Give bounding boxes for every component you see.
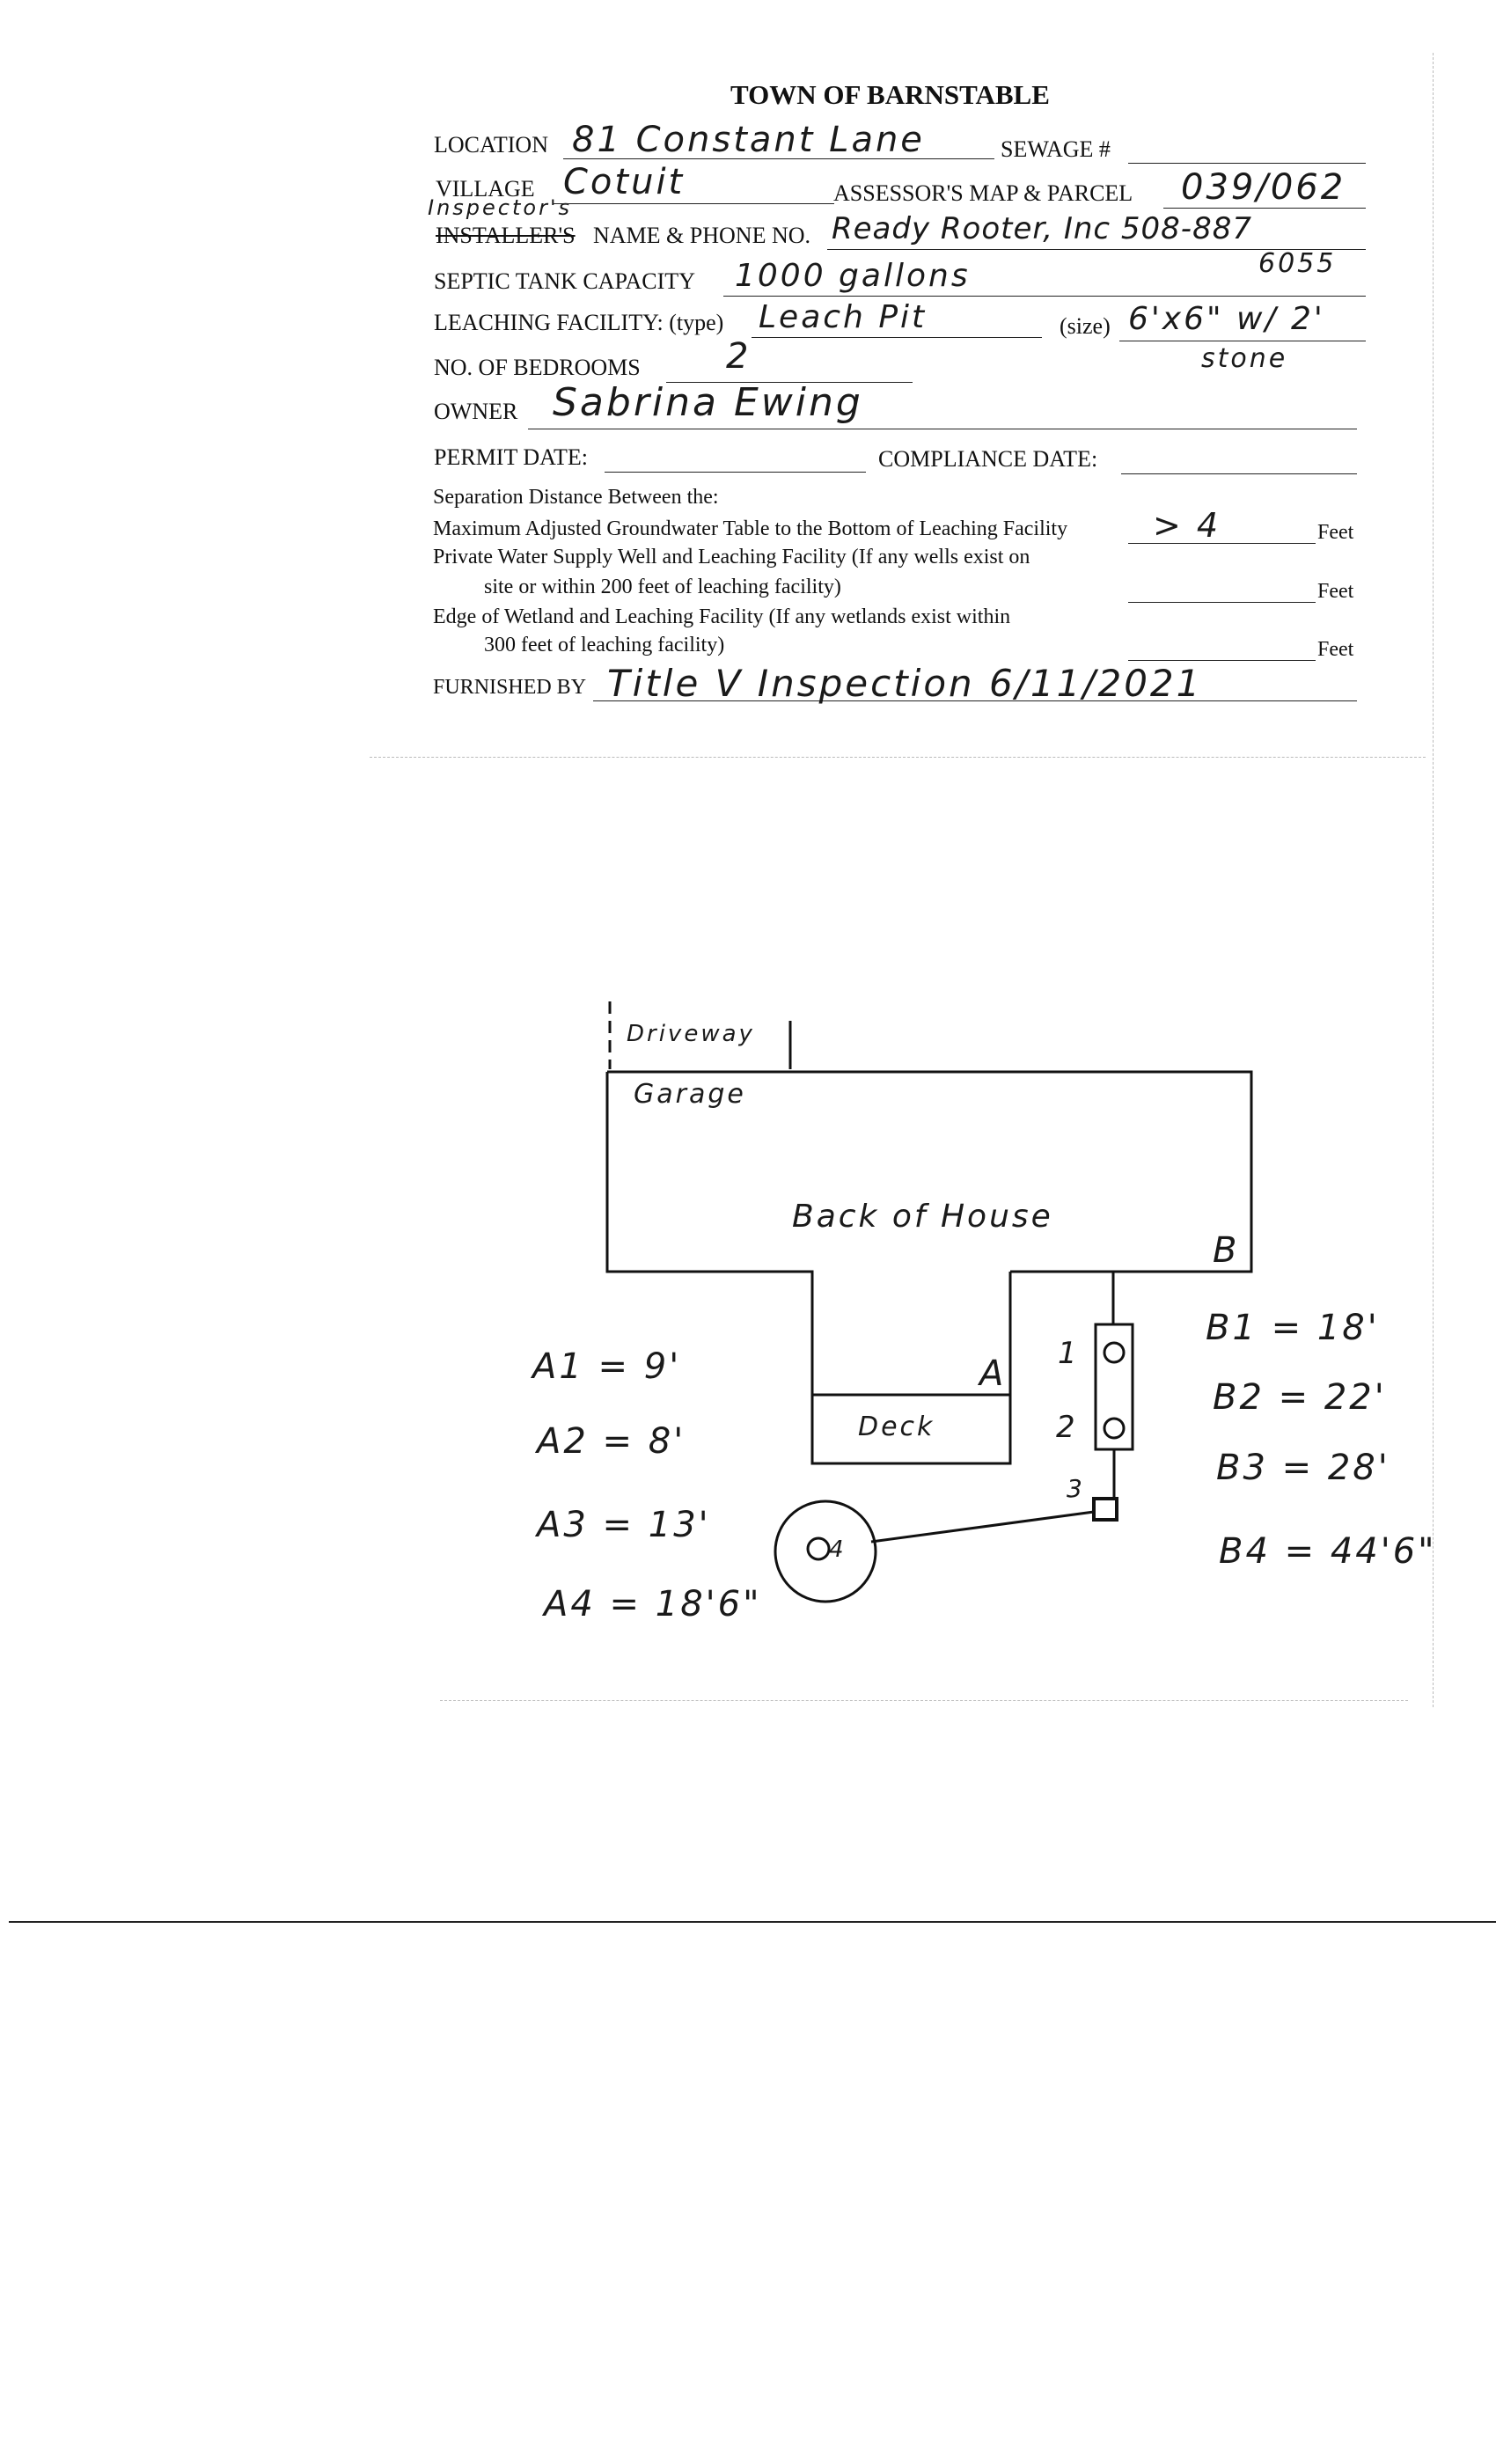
- sewage-label: SEWAGE #: [1001, 136, 1111, 162]
- size-value: 6'x6" w/ 2': [1128, 301, 1325, 337]
- septic-label: SEPTIC TANK CAPACITY: [434, 268, 695, 294]
- tank-cover-1: [1104, 1343, 1124, 1362]
- village-label: VILLAGE: [436, 176, 535, 202]
- form-title: TOWN OF BARNSTABLE: [730, 79, 1050, 110]
- size-value-2: stone: [1201, 343, 1288, 374]
- sep-row3a: Edge of Wetland and Leaching Facility (If any wetlands exist within: [433, 605, 1011, 628]
- bedrooms-label: NO. OF BEDROOMS: [434, 355, 641, 380]
- page-divider: [9, 1921, 1496, 1923]
- bedrooms-value: 2: [726, 336, 752, 377]
- sep-row1: Maximum Adjusted Groundwater Table to the Bottom of Leaching Facility: [433, 517, 1068, 540]
- point-b-label: B: [1213, 1230, 1240, 1271]
- tank-num-1: 1: [1058, 1336, 1080, 1371]
- b1-measure: B1 = 18': [1206, 1308, 1380, 1348]
- sep-heading: Separation Distance Between the:: [433, 486, 719, 509]
- owner-label: OWNER: [434, 399, 518, 424]
- b4-measure: B4 = 44'6": [1219, 1531, 1437, 1572]
- tank-cover-2: [1104, 1419, 1124, 1438]
- village-value: Cotuit: [563, 162, 686, 202]
- location-label: LOCATION: [434, 132, 548, 158]
- sep-row2a: Private Water Supply Well and Leaching Facility (If any wells exist on: [433, 546, 1030, 568]
- compliance-label: COMPLIANCE DATE:: [878, 446, 1098, 472]
- pit-num-4: 4: [829, 1536, 847, 1563]
- garage-label: Garage: [634, 1079, 746, 1110]
- distribution-box: [1094, 1499, 1117, 1520]
- location-value: 81 Constant Lane: [572, 120, 925, 160]
- installer-label: NAME & PHONE NO.: [593, 223, 810, 248]
- leach-pit-marker: [808, 1538, 829, 1559]
- a1-measure: A1 = 9': [532, 1346, 682, 1387]
- sep-row2b: site or within 200 feet of leaching facility): [484, 576, 841, 598]
- tank-num-2: 2: [1056, 1410, 1078, 1445]
- sep-row3b: 300 feet of leaching facility): [484, 634, 725, 656]
- a3-measure: A3 = 13': [537, 1505, 711, 1545]
- sep-row1-feet: Feet: [1317, 521, 1354, 544]
- owner-value: Sabrina Ewing: [553, 380, 863, 425]
- septic-value: 1000 gallons: [735, 258, 971, 294]
- size-label: (size): [1060, 313, 1111, 339]
- assessor-value: 039/062: [1181, 167, 1346, 208]
- driveway-label: Driveway: [627, 1021, 755, 1047]
- assessor-label: ASSESSOR'S MAP & PARCEL: [833, 180, 1133, 206]
- installer-value: Ready Rooter, Inc 508-887: [832, 211, 1252, 246]
- leaching-label: LEACHING FACILITY: (type): [434, 310, 724, 335]
- leach-pit: [775, 1501, 876, 1602]
- furnished-value: Title V Inspection 6/11/2021: [607, 662, 1203, 705]
- leaching-type-value: Leach Pit: [759, 299, 928, 335]
- installer-value-2: 6055: [1258, 248, 1337, 279]
- sep-row3-feet: Feet: [1317, 638, 1354, 661]
- installer-label-strike: INSTALLER'S: [436, 223, 576, 248]
- a2-measure: A2 = 8': [537, 1421, 686, 1462]
- furnished-label: FURNISHED BY: [433, 676, 587, 699]
- inspector-note: Inspector's: [428, 195, 573, 220]
- a4-measure: A4 = 18'6": [544, 1584, 762, 1624]
- b2-measure: B2 = 22': [1213, 1377, 1387, 1418]
- sep-row2-feet: Feet: [1317, 580, 1354, 603]
- b3-measure: B3 = 28': [1216, 1448, 1390, 1488]
- box-num-3: 3: [1067, 1474, 1085, 1503]
- pipe-box-to-pit: [871, 1512, 1094, 1542]
- house-label: Back of House: [792, 1199, 1053, 1235]
- permit-label: PERMIT DATE:: [434, 444, 589, 470]
- deck-label: Deck: [858, 1412, 935, 1442]
- sep-row1-value: > 4: [1153, 506, 1221, 545]
- point-a-label: A: [979, 1353, 1007, 1394]
